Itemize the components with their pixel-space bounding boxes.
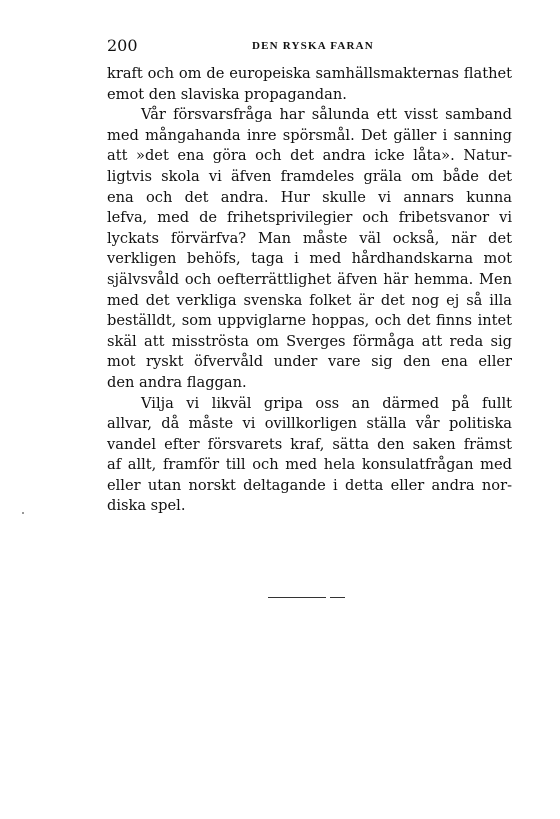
text-line: emot den slaviska propagandan. <box>107 85 347 103</box>
page-header <box>107 36 512 56</box>
running-head: DEN RYSKA FARAN <box>252 40 374 52</box>
paper-speck <box>22 512 24 514</box>
section-rule <box>268 597 326 598</box>
text-line: självsvåld och oefterrättlighet äfven här hemma. Men <box>107 270 512 288</box>
text-line: allvar, då måste vi ovillkorligen ställa vår politiska <box>107 415 512 433</box>
text-line: kraft och om de europeiska samhällsmakternas flathet <box>107 65 512 82</box>
page-number: 200 <box>107 36 138 55</box>
text-line: Vår försvarsfråga har sålunda ett visst samband <box>141 106 512 124</box>
text-line: af allt, framför till och med hela konsulatfrågan med <box>107 456 512 474</box>
body-text <box>107 64 512 517</box>
text-line: skäl att misströsta om Sverges förmåga att reda sig <box>107 332 512 350</box>
text-line: med mångahanda inre spörsmål. Det gäller i sanning <box>107 126 512 144</box>
text-line: eller utan norskt deltagande i detta eller andra nor- <box>107 476 512 494</box>
text-line: lefva, med de frihetsprivilegier och fribetsvanor vi <box>107 209 512 227</box>
text-line: att »det ena göra och det andra icke låta». Natur- <box>107 147 512 165</box>
text-line: ligtvis skola vi äfven framdeles gräla om både det <box>107 167 512 185</box>
text-line: ena och det andra. Hur skulle vi annars kunna <box>107 188 512 206</box>
text-line: lyckats förvärfva? Man måste väl också, när det <box>107 229 512 247</box>
text-line: den andra flaggan. <box>107 373 247 391</box>
text-line: beställdt, som uppviglarne hoppas, och det finns intet <box>107 312 512 330</box>
text-line: diska spel. <box>107 497 186 515</box>
text-line: mot ryskt öfvervåld under vare sig den ena eller <box>107 353 512 371</box>
text-line: Vilja vi likväl gripa oss an därmed på fullt <box>141 394 512 412</box>
section-rule-short <box>330 597 345 598</box>
text-line: verkligen behöfs, taga i med hårdhandskarna mot <box>107 250 512 268</box>
text-line: vandel efter försvarets kraf, sätta den saken främst <box>107 435 512 453</box>
text-line: med det verkliga svenska folket är det nog ej så illa <box>107 291 512 309</box>
